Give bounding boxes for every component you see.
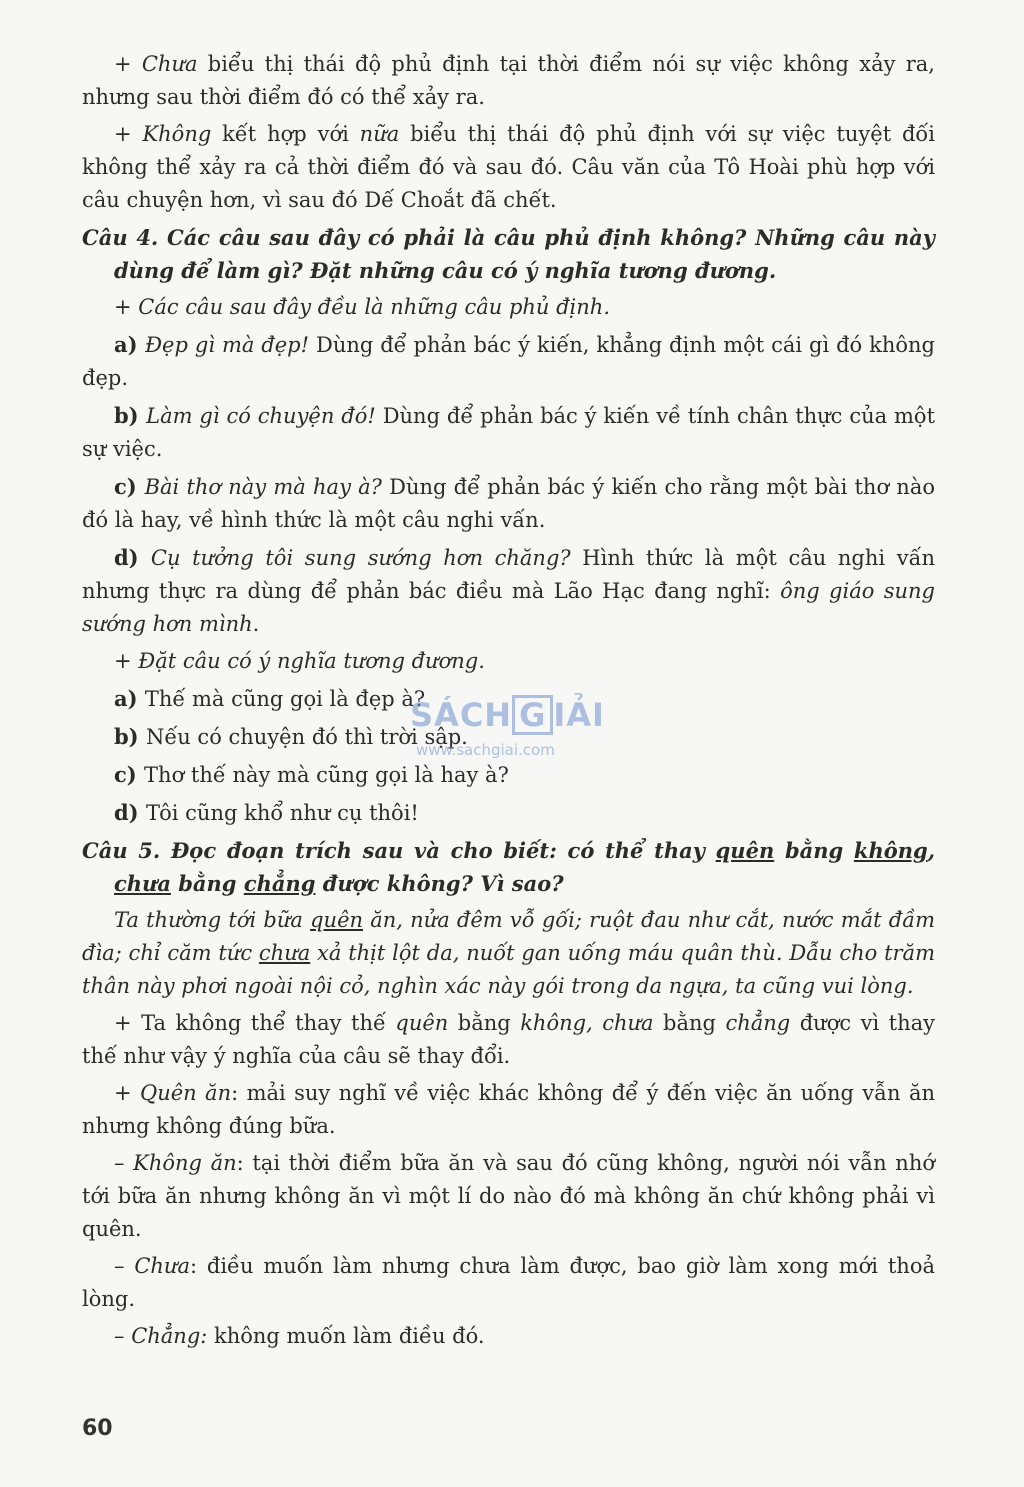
text: Ta thường tới bữa bbox=[114, 908, 311, 932]
item-quote: ông giáo sung sướng hơn mình bbox=[82, 579, 935, 636]
item-text: Dùng để phản bác ý kiến cho rằng một bài thơ nào đó là hay, về hình thức là một câu nghi vấn. bbox=[82, 475, 935, 532]
item-label: b) bbox=[114, 724, 146, 749]
dash: – bbox=[114, 1324, 132, 1348]
term: Chưa bbox=[134, 1254, 190, 1278]
watermark-text bbox=[410, 695, 620, 735]
q4-item-c bbox=[82, 470, 935, 537]
watermark-left: SÁCH bbox=[410, 696, 513, 734]
paragraph-khong bbox=[82, 118, 935, 217]
text: xả thịt lột da, nuốt gan uống máu quân thù. Dẫu cho trăm thân này phơi ngoài nội cỏ, nghìn xác này gói trong da ngựa, ta cũng vui lòng. bbox=[82, 941, 935, 998]
watermark-box: G bbox=[512, 695, 553, 735]
watermark-logo bbox=[410, 695, 620, 795]
text: kết hợp với bbox=[211, 122, 360, 146]
item-text: . bbox=[252, 612, 260, 636]
term-quen: quên bbox=[310, 908, 364, 932]
dash: – bbox=[114, 1151, 134, 1175]
text: bằng bbox=[774, 838, 854, 863]
dash: – bbox=[114, 1254, 135, 1278]
bullet: + bbox=[114, 1081, 140, 1105]
q5-answer-2 bbox=[82, 1077, 935, 1143]
text: được vì thay thế như vậy ý nghĩa của câu sẽ thay đổi. bbox=[82, 1011, 936, 1068]
q4-eq-d bbox=[82, 796, 935, 830]
q5-answer-4 bbox=[82, 1250, 935, 1316]
item-label: a) bbox=[114, 332, 146, 357]
page-number: 60 bbox=[82, 1416, 113, 1441]
term-chua: chưa bbox=[114, 871, 171, 896]
item-quote: Làm gì có chuyện đó! bbox=[146, 404, 376, 428]
term: Chẳng: bbox=[131, 1324, 208, 1348]
term: quên bbox=[395, 1011, 449, 1035]
q5-answer-3 bbox=[82, 1147, 935, 1246]
text: biểu thị thái độ phủ định với sự việc tuyệt đối không thể xảy ra cả thời điểm đó và sau đó. Câu văn của Tô Hoài phù hợp với câu chuyện hơn, vì sau đó Dế Choắt đã chết. bbox=[82, 122, 935, 212]
q4-intro: + Các câu sau đây đều là những câu phủ định. bbox=[114, 295, 611, 319]
item-text: Dùng để phản bác ý kiến, khẳng định một cái gì đó không đẹp. bbox=[82, 333, 935, 390]
item-quote: Cụ tưởng tôi sung sướng hơn chăng? bbox=[150, 546, 571, 570]
text: biểu thị thái độ phủ định tại thời điểm nói sự việc không xảy ra, nhưng sau thời điểm đó có thể xảy ra. bbox=[82, 52, 935, 109]
text: : tại thời điểm bữa ăn và sau đó cũng không, người nói vẫn nhớ tới bữa ăn nhưng không ăn vì một lí do nào đó mà không ăn chứ không phải vì quên. bbox=[82, 1151, 935, 1241]
text: : điều muốn làm nhưng chưa làm được, bao giờ làm xong mới thoả lòng. bbox=[82, 1254, 935, 1311]
text: bằng bbox=[448, 1011, 521, 1035]
term-chang: chẳng bbox=[243, 871, 316, 896]
question-5-heading bbox=[82, 834, 935, 900]
text: bằng bbox=[653, 1011, 726, 1035]
item-text: Hình thức là một câu nghi vấn nhưng thực ra dùng để phản bác điều mà Lão Hạc đang nghĩ: bbox=[82, 546, 935, 603]
item-text: Thơ thế này mà cũng gọi là hay à? bbox=[144, 763, 509, 787]
item-label: c) bbox=[114, 762, 145, 787]
term: không, chưa bbox=[520, 1011, 654, 1035]
term-quen: quên bbox=[715, 838, 775, 863]
term: Không ăn bbox=[133, 1151, 237, 1175]
paragraph-chua bbox=[82, 48, 935, 114]
text: được không? Vì sao? bbox=[315, 871, 564, 896]
q5-answer-1 bbox=[82, 1007, 935, 1073]
item-text: Thế mà cũng gọi là đẹp à? bbox=[144, 687, 426, 711]
term-khong: không bbox=[853, 838, 928, 863]
q5-quote-excerpt bbox=[82, 904, 935, 1003]
text: bằng bbox=[170, 871, 244, 896]
item-quote: Đẹp gì mà đẹp! bbox=[145, 333, 310, 357]
item-label: a) bbox=[114, 686, 145, 711]
q5-answer-5 bbox=[82, 1320, 935, 1353]
text: , bbox=[927, 838, 935, 863]
item-text: Tôi cũng khổ như cụ thôi! bbox=[145, 801, 419, 825]
item-label: d) bbox=[114, 545, 151, 570]
term-chua: Chưa bbox=[141, 52, 198, 76]
bullet: + bbox=[114, 122, 143, 146]
item-text: Dùng để phản bác ý kiến về tính chân thực của một sự việc. bbox=[82, 404, 936, 461]
text: không muốn làm điều đó. bbox=[207, 1324, 485, 1348]
q4-intro-2: + Đặt câu có ý nghĩa tương đương. bbox=[114, 649, 485, 673]
q4-item-b bbox=[82, 399, 935, 466]
bullet: + bbox=[114, 52, 142, 76]
term-khong: Không bbox=[142, 122, 212, 146]
watermark-url: www.sachgiai.com bbox=[416, 741, 555, 759]
watermark-right: IẢI bbox=[553, 696, 605, 734]
term-nua: nữa bbox=[359, 122, 400, 146]
term-chua: chưa bbox=[258, 941, 311, 965]
item-label: d) bbox=[114, 800, 146, 825]
text: Câu 5. Đọc đoạn trích sau và cho biết: có thể thay bbox=[82, 838, 716, 863]
text: ăn, nửa đêm vỗ gối; ruột đau như cắt, nước mắt đầm đìa; chỉ căm tức bbox=[82, 908, 935, 965]
question-4-heading: Câu 4. Các câu sau đây có phải là câu phủ định không? Những câu này dùng để làm gì? Đặt những câu có ý nghĩa tương đương. bbox=[82, 225, 935, 283]
text: + Ta không thể thay thế bbox=[114, 1011, 396, 1035]
item-quote: Bài thơ này mà hay à? bbox=[144, 475, 382, 499]
item-label: c) bbox=[114, 474, 145, 499]
term: chẳng bbox=[725, 1011, 791, 1035]
item-text: Nếu có chuyện đó thì trời sập. bbox=[145, 725, 468, 749]
item-label: b) bbox=[114, 403, 147, 428]
q4-item-a bbox=[82, 328, 935, 395]
term: Quên ăn bbox=[139, 1081, 232, 1105]
q4-item-d bbox=[82, 541, 935, 641]
text: : mải suy nghĩ về việc khác không để ý đến việc ăn uống vẫn ăn nhưng không đúng bữa. bbox=[82, 1081, 935, 1138]
